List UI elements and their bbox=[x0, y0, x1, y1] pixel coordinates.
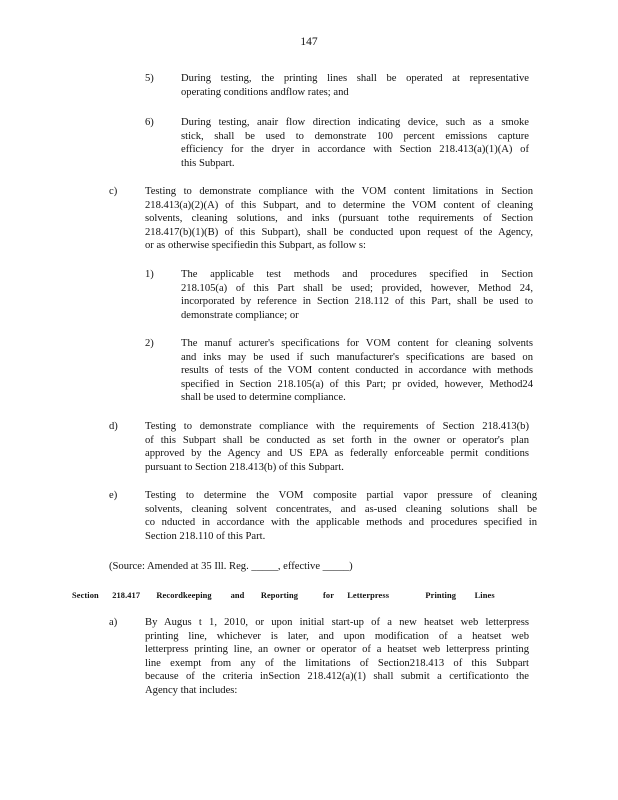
section-word: Section bbox=[72, 591, 99, 600]
text-line: 218.417(b)(1)(B) of this Subpart), shall be conducted upon request of the Agency, bbox=[145, 226, 533, 238]
text-line: During testing, anair flow direction indicating device, such as a smoke bbox=[181, 117, 529, 128]
heading-word: Recordkeeping bbox=[156, 591, 212, 600]
text-line: Section 218.110 of this Part. bbox=[145, 530, 266, 542]
text-line: shall be used to determine compliance. bbox=[181, 392, 346, 404]
text-line: efficiency for the dryer in accordance with Section 218.413(a)(1)(A) of bbox=[181, 144, 529, 156]
item-label-c: c) bbox=[109, 186, 118, 197]
item-text-e bbox=[145, 489, 537, 543]
heading-word: Printing bbox=[425, 591, 457, 600]
text-line: Testing to determine the VOM composite partial vapor pressure of cleaning bbox=[145, 490, 537, 501]
text-line: or as otherwise specifiedin this Subpart, as follow s: bbox=[145, 240, 366, 252]
text-line: results of tests of the VOM content conducted in accordance with methods bbox=[181, 365, 533, 377]
item-label-a: a) bbox=[109, 617, 118, 628]
text-line: specified in Section 218.105(a) of this Part; pr ovided, however, Method24 bbox=[181, 378, 533, 390]
text-line: incorporated by reference in Section 218.112 of this Part, shall be used to bbox=[181, 296, 533, 308]
text-line: demonstrate compliance; or bbox=[181, 309, 299, 321]
text-line: letterpress printing line, an owner or operator of a heatset web letterpress printing bbox=[145, 644, 529, 656]
heading-word: for bbox=[323, 591, 335, 600]
item-label-e: e) bbox=[109, 490, 118, 501]
text-line: of this Subpart shall be conducted as set forth in the owner or operator's plan bbox=[145, 434, 529, 446]
text-line: Testing to demonstrate compliance with the VOM content limitations in Section bbox=[145, 186, 533, 197]
text-line: 218.413(a)(2)(A) of this Subpart, and to determine the VOM content of cleaning bbox=[145, 199, 533, 211]
heading-word: Letterpress bbox=[347, 591, 390, 600]
text-line: approved by the Agency and US EPA as federally enforceable permit conditions bbox=[145, 448, 529, 460]
text-line: because of the criteria inSection 218.412(a)(1) shall submit a certificationto the bbox=[145, 671, 529, 683]
text-line: this Subpart. bbox=[181, 157, 235, 169]
text-line: printing line, whichever is later, and upon modification of a heatset web bbox=[145, 630, 529, 642]
text-line: Agency that includes: bbox=[145, 684, 238, 696]
item-label-2: 2) bbox=[145, 338, 154, 349]
text-line: 218.105(a) of this Part shall be used; provided, however, Method 24, bbox=[181, 282, 533, 294]
section-number: 218.417 bbox=[112, 591, 141, 600]
item-label-d: d) bbox=[109, 421, 118, 432]
item-text-c bbox=[145, 185, 533, 253]
item-text-a bbox=[145, 616, 529, 698]
text-line: co nducted in accordance with the applicable methods and procedures specified in bbox=[145, 517, 537, 529]
text-line: and inks may be used if such manufacturer's specifications are based on bbox=[181, 351, 533, 363]
heading-word: Reporting bbox=[260, 591, 299, 600]
item-label-5: 5) bbox=[145, 73, 154, 84]
text-line: By Augus t 1, 2010, or upon initial start-up of a new heatset web letterpress bbox=[145, 617, 529, 628]
item-text-1 bbox=[181, 268, 533, 322]
text-line: During testing, the printing lines shall be operated at representative bbox=[181, 73, 529, 84]
text-line: The applicable test methods and procedures specified in Section bbox=[181, 269, 533, 280]
item-label-6: 6) bbox=[145, 117, 154, 128]
text-line: stick, shall be used to demonstrate 100 percent emissions capture bbox=[181, 130, 529, 142]
item-text-5 bbox=[181, 72, 529, 99]
heading-word: Lines bbox=[474, 591, 495, 600]
text-line: solvents, cleaning solutions, and inks (pursuant tothe requirements of Section bbox=[145, 213, 533, 225]
text-line: line exempt from any of the limitations of Section218.413 of this Subpart bbox=[145, 657, 529, 669]
item-label-1: 1) bbox=[145, 269, 154, 280]
item-text-6 bbox=[181, 116, 529, 170]
text-line: pursuant to Section 218.413(b) of this Subpart. bbox=[145, 461, 344, 473]
item-text-d bbox=[145, 420, 529, 474]
text-line: The manuf acturer's specifications for VOM content for cleaning solvents bbox=[181, 338, 533, 349]
text-line: Testing to demonstrate compliance with the requirements of Section 218.413(b) bbox=[145, 421, 529, 432]
heading-word: and bbox=[230, 591, 245, 600]
source-note: (Source: Amended at 35 Ill. Reg. _____, effective _____) bbox=[109, 561, 353, 572]
page-number: 147 bbox=[300, 36, 318, 48]
text-line: operating conditions andflow rates; and bbox=[181, 86, 349, 98]
section-heading bbox=[72, 589, 495, 603]
text-line: solvents, cleaning solvent concentrates, and as-used cleaning solutions shall be bbox=[145, 503, 537, 515]
item-text-2 bbox=[181, 337, 533, 405]
